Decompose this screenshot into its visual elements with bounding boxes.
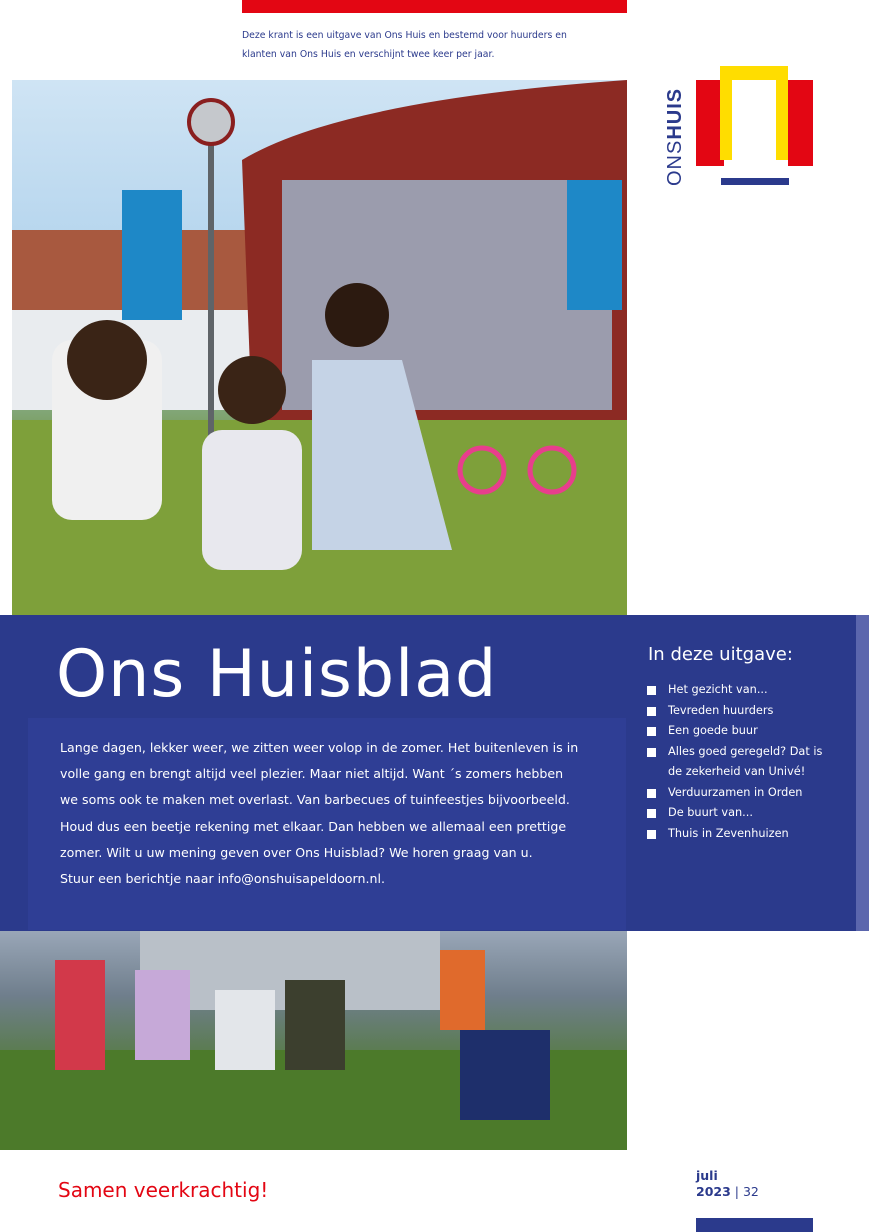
publication-note: [242, 26, 582, 64]
person-seated: [215, 990, 275, 1070]
issue-info: [696, 1168, 759, 1200]
toc-item[interactable]: [646, 783, 852, 804]
toc-item-label: Alles goed geregeld? Dat is: [668, 744, 823, 758]
bullet-square-icon: [647, 809, 656, 818]
bullet-square-icon: [647, 707, 656, 716]
intro-text: [60, 735, 610, 892]
table-of-contents: [646, 680, 852, 844]
toc-item-label: Het gezicht van...: [668, 683, 768, 696]
girl-hair: [325, 283, 389, 347]
intro-line: we soms ook te maken met overlast. Van barbecues of tuinfeestjes bijvoorbeeld.: [60, 792, 570, 808]
intro-line: Stuur een berichtje naar info@onshuisapeldoorn.nl.: [60, 871, 385, 887]
issue-separator: |: [734, 1184, 739, 1199]
toc-item-label: Verduurzamen in Orden: [668, 785, 803, 799]
toc-item-label: Tevreden huurders: [668, 703, 774, 717]
neighbourhood-party-photo: [0, 930, 627, 1150]
person-orange-shirt: [440, 950, 485, 1030]
intro-line: zomer. Wilt u uw mening geven over Ons Huisblad? We horen graag van u.: [60, 844, 533, 860]
top-red-bar: [242, 0, 627, 13]
traffic-sign: [189, 100, 233, 144]
bullet-square-icon: [647, 748, 656, 757]
wordmark-ons: ONS: [664, 139, 686, 186]
wordmark-huis: HUIS: [664, 87, 686, 140]
toc-item[interactable]: [646, 824, 852, 845]
children-picnic-photo: [12, 80, 627, 616]
bullet-square-icon: [647, 789, 656, 798]
toc-item-label: Thuis in Zevenhuizen: [668, 826, 789, 840]
boy-red-shirt: [55, 960, 105, 1070]
toc-item[interactable]: [646, 803, 852, 824]
woman-lilac-top: [135, 970, 190, 1060]
bottom-blue-bar: [696, 1218, 813, 1232]
girl-seated: [460, 1030, 550, 1120]
publication-note-line: Deze krant is een uitgave van Ons Huis en bestemd voor huurders en: [242, 30, 567, 41]
toc-item[interactable]: [646, 721, 852, 742]
child-white-shirt: [202, 430, 302, 570]
photo-scene: [0, 930, 627, 1150]
child-hair: [218, 356, 286, 424]
child-hair: [67, 320, 147, 400]
toc-item-label: Een goede buur: [668, 724, 758, 737]
intro-line: Houd dus een beetje rekening met elkaar. Dan hebben we allemaal een prettige: [60, 818, 567, 834]
photo-scene: [12, 80, 627, 616]
onshuis-wordmark: [650, 64, 690, 190]
title-band-edge: [856, 615, 869, 931]
sign-pole: [208, 100, 214, 480]
toc-item-label: de zekerheid van Univé!: [668, 765, 806, 778]
toc-heading: In deze uitgave:: [648, 644, 793, 665]
issue-number: 32: [742, 1184, 759, 1199]
slogan: Samen veerkrachtig!: [58, 1178, 269, 1202]
masthead-title: Ons Huisblad: [56, 637, 498, 712]
intro-line: volle gang en brengt altijd veel plezier. Maar niet altijd. Want ´s zomers hebben: [60, 766, 564, 782]
bullet-square-icon: [647, 686, 656, 695]
toc-item[interactable]: [646, 680, 852, 701]
intro-line: Lange dagen, lekker weer, we zitten weer volop in de zomer. Het buitenleven is in: [60, 740, 579, 755]
svg-text:ONSHUIS: [664, 88, 686, 186]
publication-note-line: klanten van Ons Huis en verschijnt twee keer per jaar.: [242, 49, 495, 60]
issue-year: 2023: [696, 1184, 731, 1199]
toc-item-label: De buurt van...: [668, 806, 753, 819]
issue-month: juli: [696, 1168, 718, 1183]
person-blue-shirt: [567, 180, 622, 310]
toc-item[interactable]: [646, 742, 852, 783]
toc-item[interactable]: [646, 701, 852, 722]
person-seated: [285, 980, 345, 1070]
person-blue-shirt: [122, 190, 182, 320]
onshuis-logo-icon: [696, 66, 816, 188]
bullet-square-icon: [647, 830, 656, 839]
bullet-square-icon: [647, 727, 656, 736]
